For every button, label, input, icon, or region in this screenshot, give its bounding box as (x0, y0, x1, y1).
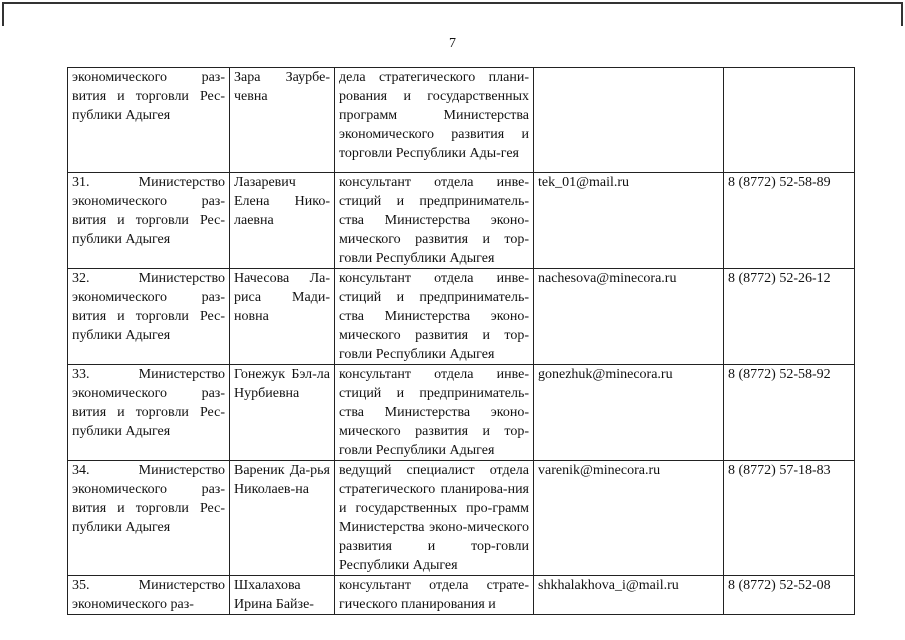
position-cell: консультант отдела инве-стиций и предприниматель-ства Министерства эконо-мического развития и тор-говли Республики Адыгея (335, 269, 534, 365)
table-row (68, 461, 855, 576)
organization-cell: экономического раз-вития и торговли Рес-публики Адыгея (68, 68, 230, 173)
position-cell: консультант отдела инве-стиций и предприниматель-ства Министерства эконо-мического развития и тор-говли Республики Адыгея (335, 173, 534, 269)
organization-cell: 34. Министерство экономического раз-вития и торговли Рес-публики Адыгея (68, 461, 230, 576)
email-cell: shkhalakhova_i@mail.ru (534, 576, 724, 615)
email-cell: tek_01@mail.ru (534, 173, 724, 269)
table-row (68, 576, 855, 615)
name-cell: Вареник Да-рья Николаев-на (230, 461, 335, 576)
phone-cell: 8 (8772) 52-58-92 (724, 365, 855, 461)
position-cell: консультант отдела инве-стиций и предприниматель-ства Министерства эконо-мического развития и тор-говли Республики Адыгея (335, 365, 534, 461)
phone-cell: 8 (8772) 52-26-12 (724, 269, 855, 365)
email-cell: gonezhuk@minecora.ru (534, 365, 724, 461)
scan-border-top (2, 2, 903, 4)
scan-border-right (901, 2, 903, 26)
name-cell: Зара Заурбе-чевна (230, 68, 335, 173)
organization-cell: 31. Министерство экономического раз-вития и торговли Рес-публики Адыгея (68, 173, 230, 269)
position-cell: консультант отдела страте-гического планирования и (335, 576, 534, 615)
table-row (68, 269, 855, 365)
name-cell: Гонежук Бэл-ла Нурбиевна (230, 365, 335, 461)
table-row (68, 68, 855, 173)
position-cell: ведущий специалист отдела стратегического планирова-ния и государственных про-грамм Министерства эконо-мического развития и тор-говли Республики Адыгея (335, 461, 534, 576)
email-cell: nachesova@minecora.ru (534, 269, 724, 365)
page-number: 7 (449, 36, 456, 51)
phone-cell: 8 (8772) 57-18-83 (724, 461, 855, 576)
email-cell (534, 68, 724, 173)
name-cell: Шхалахова Ирина Байзе- (230, 576, 335, 615)
phone-cell: 8 (8772) 52-58-89 (724, 173, 855, 269)
phone-cell (724, 68, 855, 173)
scan-border-left (2, 2, 4, 26)
name-cell: Лазаревич Елена Нико-лаевна (230, 173, 335, 269)
phone-cell: 8 (8772) 52-52-08 (724, 576, 855, 615)
table-row (68, 173, 855, 269)
organization-cell: 32. Министерство экономического раз-вития и торговли Рес-публики Адыгея (68, 269, 230, 365)
name-cell: Начесова Ла-риса Мади-новна (230, 269, 335, 365)
table-row (68, 365, 855, 461)
organization-cell: 33. Министерство экономического раз-вития и торговли Рес-публики Адыгея (68, 365, 230, 461)
email-cell: varenik@minecora.ru (534, 461, 724, 576)
organization-cell: 35. Министерство экономического раз- (68, 576, 230, 615)
contacts-table (67, 67, 855, 615)
position-cell: дела стратегического плани-рования и государственных программ Министерства экономического развития и торговли Республики Ады-гея (335, 68, 534, 173)
